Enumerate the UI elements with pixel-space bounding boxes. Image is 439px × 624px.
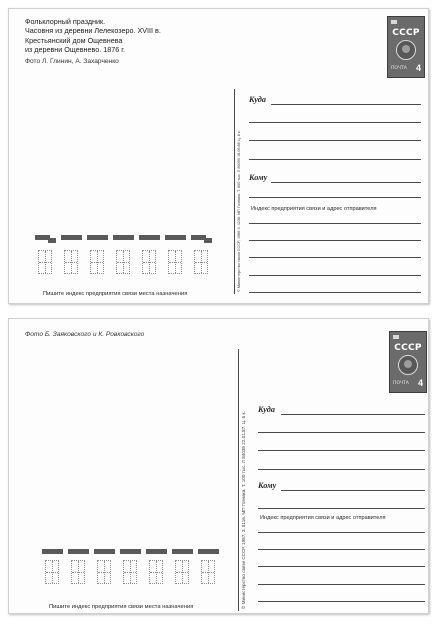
postal-code-digit[interactable]	[120, 549, 141, 584]
printer-imprint: © Министерство связи СССР, 1986 3. 4236. МП Гознака. Т. 600 тыс. Л 86090 18.06.86 Ц. 6 к.	[237, 130, 241, 292]
stamp-country: СССР	[392, 28, 420, 38]
stamp-country: СССР	[394, 343, 422, 353]
stamp-postal-text: ПОЧТА	[393, 381, 409, 386]
flag-icon	[393, 335, 399, 339]
postal-code-digit[interactable]	[191, 235, 212, 274]
recipient-line[interactable]	[271, 182, 421, 183]
sender-line[interactable]	[258, 532, 425, 533]
postal-code-digit[interactable]	[139, 235, 160, 274]
sender-line[interactable]	[249, 275, 421, 276]
address-line[interactable]	[258, 450, 425, 451]
sender-line[interactable]	[249, 292, 421, 293]
postcard-top	[8, 8, 429, 304]
address-line[interactable]	[271, 104, 421, 105]
sender-line[interactable]	[258, 601, 425, 602]
divider-line	[238, 349, 239, 611]
whom-label: Кому	[258, 481, 277, 490]
postal-code-digit[interactable]	[61, 235, 82, 274]
postal-code-digit[interactable]	[87, 235, 108, 274]
sender-label: Индекс предприятия связи и адрес отправителя	[251, 206, 377, 212]
stamp-postal-text: ПОЧТА	[391, 66, 407, 71]
to-label: Куда	[249, 95, 266, 104]
postal-code-digit[interactable]	[198, 549, 219, 584]
sender-line[interactable]	[258, 566, 425, 567]
sender-line[interactable]	[249, 240, 421, 241]
stamp-value: 4	[417, 378, 423, 388]
printer-imprint: © Министерство связи СССР, 1987, 3. 8116. МП Гознака. Т. 100 тыс. Л 84035 22.01.87. Ц. 6 к.	[241, 411, 246, 609]
sender-label: Индекс предприятия связи и адрес отправителя	[260, 515, 386, 521]
flag-icon	[391, 20, 397, 24]
recipient-line[interactable]	[249, 197, 421, 198]
postal-code-digit[interactable]	[146, 549, 167, 584]
divider-line	[234, 89, 235, 294]
address-line[interactable]	[258, 469, 425, 470]
postage-stamp	[389, 331, 427, 393]
whom-label: Кому	[249, 173, 268, 182]
recipient-line[interactable]	[281, 490, 425, 491]
coat-of-arms-icon	[396, 40, 416, 60]
postal-code-digit[interactable]	[113, 235, 134, 274]
postal-code-boxes[interactable]	[35, 235, 212, 274]
postal-code-digit[interactable]	[172, 549, 193, 584]
postal-code-digit[interactable]	[42, 549, 63, 584]
postal-code-digit[interactable]	[165, 235, 186, 274]
destination-caption: Пишите индекс предприятия связи места назначения	[49, 604, 194, 610]
to-label: Куда	[258, 405, 275, 414]
postage-stamp	[387, 16, 425, 78]
coat-of-arms-icon	[398, 355, 418, 375]
stamp-value: 4	[415, 63, 421, 73]
postal-code-digit[interactable]	[94, 549, 115, 584]
sender-line[interactable]	[258, 549, 425, 550]
sender-line[interactable]	[249, 257, 421, 258]
photo-credit: Фото Л. Глинин, А. Захарченко	[25, 58, 119, 65]
destination-caption: Пишите индекс предприятия связи места назначения	[43, 291, 188, 297]
postcard-bottom	[8, 318, 429, 614]
photo-caption: Фольклорный праздник. Часовня из деревни Лелекозеро. XVIII в. Крестьянский дом Ощевнева из деревни Ощевнево. 1876 г.	[25, 17, 161, 54]
postal-code-boxes[interactable]	[42, 549, 219, 584]
sender-line[interactable]	[249, 223, 421, 224]
sender-line[interactable]	[258, 584, 425, 585]
recipient-line[interactable]	[258, 508, 425, 509]
address-line[interactable]	[258, 432, 425, 433]
address-line[interactable]	[249, 159, 421, 160]
address-line[interactable]	[249, 122, 421, 123]
photo-credit: Фото Б. Заяковского и К. Ровковского	[25, 331, 145, 338]
postal-code-digit[interactable]	[68, 549, 89, 584]
address-line[interactable]	[281, 414, 425, 415]
address-line[interactable]	[249, 140, 421, 141]
postal-code-digit[interactable]	[35, 235, 56, 274]
